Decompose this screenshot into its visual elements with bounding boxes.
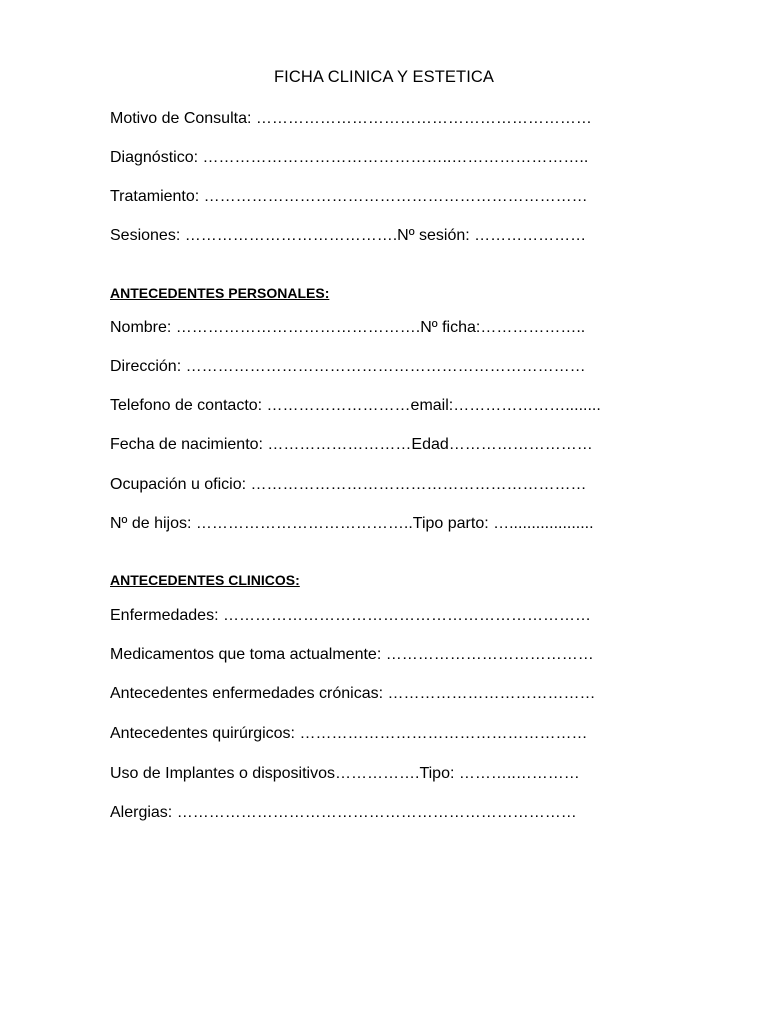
direccion-field: Dirección: ………………………………………………………………… bbox=[110, 358, 586, 375]
section-heading-clinicos: ANTECEDENTES CLINICOS: bbox=[110, 572, 300, 588]
nombre-field: Nombre: ……………………………………….Nº ficha:……………….. bbox=[110, 319, 586, 336]
enfermedades-field: Enfermedades: …………………………………………………………… bbox=[110, 607, 591, 624]
fecha-nacimiento-field: Fecha de nacimiento: ………………………Edad……………………… bbox=[110, 436, 593, 453]
sesiones-field: Sesiones: ………………………………….Nº sesión: ………………… bbox=[110, 227, 587, 244]
alergias-field: Alergias: ………………………………………………………………… bbox=[110, 804, 577, 821]
form-title: FICHA CLINICA Y ESTETICA bbox=[273, 68, 495, 86]
tratamiento-field: Tratamiento: ……………………………………………………………… bbox=[110, 188, 588, 205]
quirurgicos-field: Antecedentes quirúrgicos: ……………………………………………… bbox=[110, 725, 588, 742]
motivo-consulta-field: Motivo de Consulta: ……………………………………………………… bbox=[110, 110, 592, 127]
section-heading-personales: ANTECEDENTES PERSONALES: bbox=[110, 285, 330, 301]
implantes-field: Uso de Implantes o dispositivos…………….Tipo: ………..………… bbox=[110, 765, 580, 782]
ocupacion-field: Ocupación u oficio: ……………………………………………………… bbox=[110, 476, 587, 493]
telefono-field: Telefono de contacto: ………………………email:…………………........ bbox=[110, 397, 601, 414]
diagnostico-field: Diagnóstico: ………………………………………..…………………….. bbox=[110, 149, 589, 166]
medicamentos-field: Medicamentos que toma actualmente: ………………………………… bbox=[110, 646, 594, 663]
hijos-field: Nº de hijos: …………………………………..Tipo parto: …................... bbox=[110, 515, 594, 532]
enfermedades-cronicas-field: Antecedentes enfermedades crónicas: ………………………………… bbox=[110, 685, 596, 702]
